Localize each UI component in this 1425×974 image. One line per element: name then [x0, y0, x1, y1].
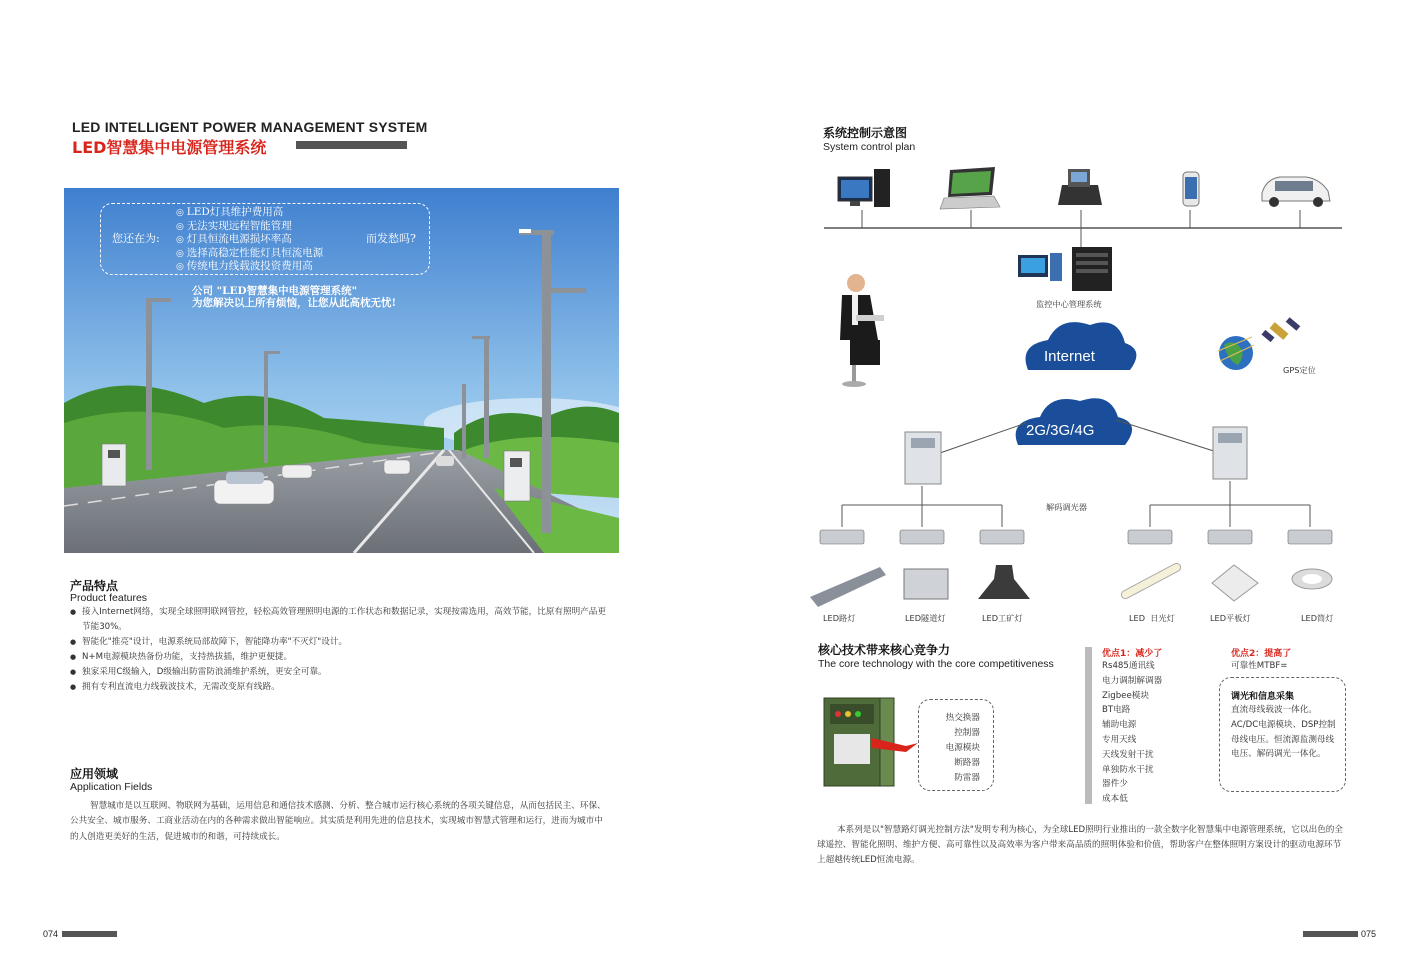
core-title-cn: 核心技术带来核心竞争力	[818, 643, 951, 657]
advantage1-item: Zigbee模块	[1102, 690, 1149, 701]
bottom-paragraph: 本系列是以"智慧路灯调光控制方法"发明专利为核心，为全球LED照明行业推出的一款全数字化智慧集中电源管理系统，它以出色的全球遥控、智能化照明、维护方便、高可靠性以及高效率为客户带来高品质的照明体验和价值，帮助客户在整体照明方案设计的驱动电源环节上超越传统LED恒流电源。	[817, 825, 1343, 865]
decoder-label: 解码调光器	[1046, 502, 1087, 512]
light-label: LED平板灯	[1210, 613, 1251, 623]
diagram-title-cn: 系统控制示意图	[823, 126, 908, 140]
page-number-right: 075	[1361, 929, 1377, 939]
component-item: 电源模块	[945, 743, 980, 753]
desk-phone-icon	[1058, 169, 1102, 205]
smartphone-icon	[1183, 172, 1199, 206]
component-item: 断路器	[954, 758, 980, 768]
hero-concern: ◎ LED灯具维护费用高	[176, 206, 323, 220]
core-title-en: The core technology with the core competitiveness	[818, 658, 1054, 670]
businessman-figure	[840, 274, 884, 387]
advantage2-reliability: 可靠性MTBF=	[1231, 661, 1288, 671]
advantage1-item: Rs485通讯线	[1102, 661, 1155, 671]
feature-item: ● 接入Internet网络，实现全球照明联网管控，轻松高效管理照明电源的工作状态和数据记录，实现按需选用，高效节能，比原有照明产品更节能30%。	[70, 605, 610, 635]
advantage2-sub-text: 直流母线载波一体化。AC/DC电源模块、DSP控制母线电压。恒流源监测母线电压、解码调光一体化。	[1231, 705, 1336, 760]
advantage1-item: 天线发射干扰	[1102, 749, 1154, 760]
hero-concern-list	[176, 206, 323, 274]
feature-item: ● 独家采用C级输入，D级输出防雷防浪涌维护系统，更安全可靠。	[70, 665, 610, 680]
driver-module-icon	[820, 530, 1332, 544]
light-label: LED隧道灯	[905, 613, 946, 623]
system-diagram	[800, 155, 1380, 635]
feature-item: ● 智能化"推亮"设计，电源系统局部故障下，智能降功率"不灭灯"设计。	[70, 635, 610, 650]
light-label: LED筒灯	[1301, 613, 1334, 623]
led-street-light-icon	[810, 567, 886, 607]
advantage1-item: 专用天线	[1102, 734, 1137, 745]
hero-concern: ◎ 选择高稳定性能灯具恒流电源	[176, 247, 323, 261]
hero-solution-line1: 公司 "LED智慧集中电源管理系统"	[192, 285, 358, 297]
component-item: 热交换器	[945, 713, 980, 723]
feature-item: ● 拥有专利直流电力线载波技术，无需改变原有线路。	[70, 680, 610, 695]
applications-paragraph: 智慧城市是以互联网、物联网为基础，运用信息和通信技术感测、分析、整合城市运行核心系统的各项关键信息，从而包括民主、环保、公共安全、城市服务、工商业活动在内的各种需求做出智能响应。其实质是利用先进的信息技术，实现城市智慧式管理和运行，进而为城市中的人创造更美好的生活，促进城市的和谐，可持续成长。	[70, 801, 606, 842]
title-bar	[296, 141, 407, 149]
applications-title-cn: 应用领域	[70, 767, 119, 781]
hero-concern: ◎ 无法实现远程智能管理	[176, 220, 323, 234]
led-downlight-icon	[1292, 569, 1332, 589]
cabinet-icon	[905, 432, 941, 484]
gps-label: GPS定位	[1283, 365, 1316, 375]
internet-label: Internet	[1044, 348, 1095, 365]
component-item: 防雷器	[954, 773, 980, 783]
light-label: LED 日光灯	[1129, 613, 1175, 623]
server-icon	[1018, 247, 1112, 291]
advantage2-sub-title: 调光和信息采集	[1231, 692, 1295, 702]
hero-solution-line2: 为您解决以上所有烦恼，让您从此高枕无忧!	[192, 297, 397, 309]
laptop-icon	[940, 167, 1000, 209]
page-number-left: 074	[43, 929, 59, 939]
advantage2-title: 优点2：提高了	[1231, 649, 1292, 659]
led-tube-light-icon	[1120, 562, 1182, 600]
feature-item: ● N+M电源模块热备份功能，支持热拔插，维护更便捷。	[70, 650, 610, 665]
advantage1-item: 成本低	[1102, 794, 1128, 805]
cabinet-photo	[820, 694, 930, 790]
advantage1-item: 电力调制解调器	[1102, 675, 1163, 686]
advantage1-item: 单独防水干扰	[1102, 764, 1154, 775]
car-icon	[1262, 177, 1330, 207]
advantage1-item: 器件少	[1102, 779, 1128, 790]
diagram-title-en: System control plan	[823, 141, 916, 153]
features-title-cn: 产品特点	[70, 579, 119, 593]
desktop-computer-icon	[838, 169, 890, 207]
title-en: LED INTELLIGENT POWER MANAGEMENT SYSTEM	[72, 119, 428, 135]
component-item: 控制器	[954, 728, 980, 738]
light-label: LED路灯	[823, 613, 856, 623]
features-list	[70, 605, 610, 695]
globe-icon	[1218, 336, 1254, 370]
page-bar-right	[1303, 931, 1358, 937]
led-panel-light-icon	[1212, 565, 1258, 601]
cabinet-icon	[1213, 427, 1247, 479]
advantage1-title: 优点1：减少了	[1102, 649, 1163, 659]
light-label: LED工矿灯	[982, 613, 1023, 623]
advantage-divider	[1085, 647, 1092, 804]
monitor-center-label: 监控中心管理系统	[1036, 299, 1102, 309]
advantage1-item: BT电路	[1102, 705, 1131, 716]
satellite-icon	[1261, 317, 1300, 342]
advantage1-item: 辅助电源	[1102, 720, 1137, 731]
cabinet-components-list	[924, 711, 980, 786]
hero-prompt-prefix: 您还在为:	[112, 232, 160, 245]
title-cn: LED智慧集中电源管理系统	[72, 138, 267, 157]
network-label: 2G/3G/4G	[1026, 422, 1095, 439]
hero-concern: ◎ 传统电力线载波投资费用高	[176, 260, 323, 274]
page-bar-left	[62, 931, 117, 937]
led-highbay-light-icon	[978, 565, 1030, 599]
hero-prompt-suffix: 而发愁吗?	[366, 232, 416, 245]
advantage1-list	[1102, 659, 1162, 807]
applications-title-en: Application Fields	[70, 781, 153, 793]
features-title-en: Product features	[70, 592, 148, 604]
hero-concern: ◎ 灯具恒流电源损坏率高	[176, 233, 323, 247]
led-tunnel-light-icon	[904, 569, 948, 599]
